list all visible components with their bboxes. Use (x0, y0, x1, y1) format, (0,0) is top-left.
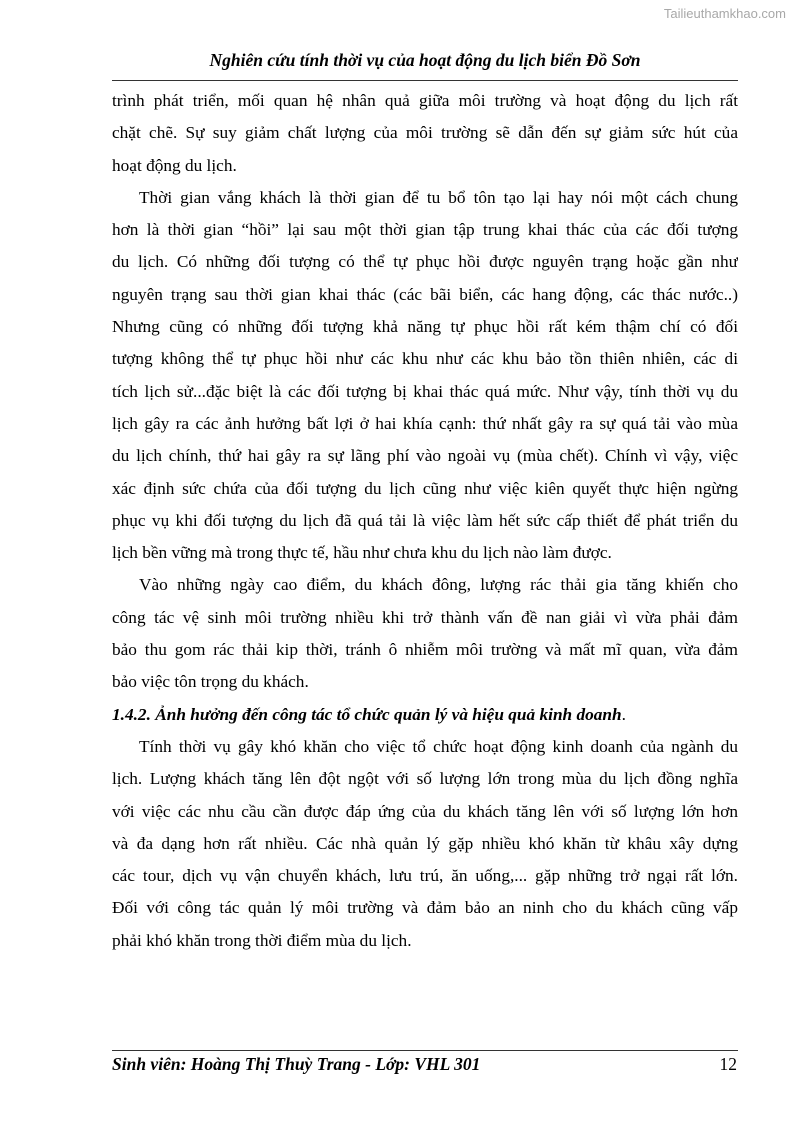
text-line: du lịch chính, thứ hai gây ra sự lãng phí vào ngoài vụ (mùa chết). Chính vì vậy, việc (112, 446, 738, 466)
text-line: nguyên trạng sau thời gian khai thác (các bãi biển, các hang động, các thác nước..) (112, 284, 738, 304)
text-line: Đối với công tác quản lý môi trường và đảm bảo an ninh cho du khách cũng vấp (112, 898, 738, 918)
page-body (112, 85, 738, 957)
footer-author: Sinh viên: Hoàng Thị Thuỳ Trang - Lớp: VHL 301 (112, 1054, 481, 1074)
text-line: trình phát triển, mối quan hệ nhân quả giữa môi trường và hoạt động du lịch rất (112, 91, 738, 110)
text-line: bảo việc tôn trọng du khách. (112, 672, 309, 692)
text-line: xác định sức chứa của đối tượng du lịch cũng như việc kiên quyết thực hiện ngừng (112, 478, 738, 498)
text-line: tích lịch sử...đặc biệt là các đối tượng bị khai thác quá mức. Như vậy, tính thời vụ du (112, 381, 738, 401)
text-line: bảo thu gom rác thải kip thời, tránh ô nhiễm môi trường và mất mĩ quan, vừa đảm (112, 640, 738, 660)
text-line: các tour, dịch vụ vận chuyển khách, lưu trú, ăn uống,... gặp những trở ngại rất lớn. (112, 866, 738, 886)
section-heading-period: . (621, 704, 626, 724)
text-line: Vào những ngày cao điểm, du khách đông, lượng rác thải gia tăng khiến cho (139, 575, 738, 595)
text-line: du lịch. Có những đối tượng có thể tự phục hồi được nguyên trạng hoặc gần như (112, 252, 738, 272)
text-line: lịch bền vững mà trong thực tế, hầu như chưa khu du lịch nào làm được. (112, 543, 612, 563)
page-number: 12 (719, 1054, 737, 1074)
paragraphs-after-heading (112, 731, 738, 957)
text-line: và đa dạng hơn rất nhiều. Các nhà quản lý gặp nhiều khó khăn từ khâu xây dựng (112, 833, 738, 853)
section-heading (112, 699, 738, 731)
text-line: công tác vệ sinh môi trường nhiều khi trở thành vấn đề nan giải vì vừa phải đảm (112, 607, 738, 627)
header-divider (112, 80, 738, 81)
paragraph (112, 731, 738, 957)
watermark: Tailieuthamkhao.com (663, 6, 786, 21)
text-line: lịch gây ra các ảnh hưởng bất lợi ở hai khía cạnh: thứ nhất gây ra sự quá tải vào mùa (112, 413, 738, 433)
text-line: lịch. Lượng khách tăng lên đột ngột với số lượng lớn trong mùa du lịch đồng nghĩa (112, 769, 738, 789)
text-line: tượng không thể tự phục hồi như các khu như các khu bảo tồn thiên nhiên, các di (112, 349, 738, 369)
text-line: phục vụ khi đối tượng du lịch đã quá tải là việc làm hết sức cấp thiết để phát triển du (112, 510, 738, 530)
text-line: hoạt động du lịch. (112, 155, 237, 175)
text-line: chặt chẽ. Sự suy giảm chất lượng của môi trường sẽ dẫn đến sự giảm sức hút của (112, 123, 738, 143)
text-line: với việc các nhu cầu cần được đáp ứng của du khách tăng lên với số lượng lớn hơn (112, 801, 738, 821)
paragraph (112, 182, 738, 570)
footer-divider (112, 1050, 738, 1051)
paragraph (112, 569, 738, 698)
section-heading-text: 1.4.2. Ảnh hưởng đến công tác tổ chức quản lý và hiệu quả kinh doanh (112, 704, 622, 724)
text-line: Nhưng cũng có những đối tượng khả năng tự phục hồi rất kém thậm chí có đối (112, 317, 738, 337)
text-line: phải khó khăn trong thời điểm mùa du lịch. (112, 930, 412, 950)
text-line: Thời gian vắng khách là thời gian để tu bổ tôn tạo lại hay nói một cách chung (139, 187, 738, 207)
text-line: Tính thời vụ gây khó khăn cho việc tổ chức hoạt động kinh doanh của ngành du (139, 736, 738, 756)
running-header: Nghiên cứu tính thời vụ của hoạt động du lịch biển Đồ Sơn (209, 50, 641, 70)
text-line: hơn là thời gian “hồi” lại sau một thời gian tập trung khai thác của các đối tượng (112, 220, 738, 240)
paragraph (112, 85, 738, 182)
paragraphs-before-heading (112, 85, 738, 699)
